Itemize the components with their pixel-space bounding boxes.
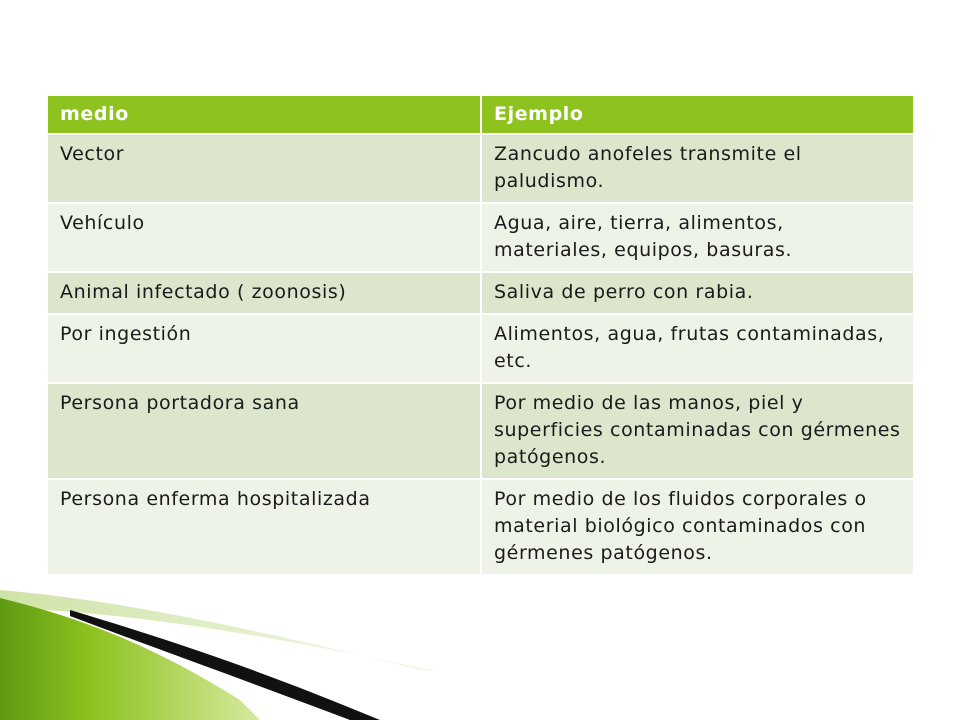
cell-medio: Por ingestión	[48, 314, 481, 383]
transmission-table	[48, 96, 913, 574]
table-row	[48, 479, 913, 574]
cell-medio: Persona enferma hospitalizada	[48, 479, 481, 574]
cell-medio: Persona portadora sana	[48, 383, 481, 479]
cell-ejemplo: Por medio de las manos, piel y superficies contaminadas con gérmenes patógenos.	[481, 383, 913, 479]
header-ejemplo: Ejemplo	[481, 96, 913, 134]
table-row	[48, 272, 913, 314]
table-row	[48, 203, 913, 272]
table-row	[48, 314, 913, 383]
cell-ejemplo: Agua, aire, tierra, alimentos, materiales, equipos, basuras.	[481, 203, 913, 272]
corner-swoosh-decoration	[0, 590, 960, 720]
cell-ejemplo: Por medio de los fluidos corporales o material biológico contaminados con gérmenes patógenos.	[481, 479, 913, 574]
header-medio: medio	[48, 96, 481, 134]
cell-medio: Vehículo	[48, 203, 481, 272]
cell-ejemplo: Alimentos, agua, frutas contaminadas, etc.	[481, 314, 913, 383]
cell-ejemplo: Saliva de perro con rabia.	[481, 272, 913, 314]
cell-medio: Vector	[48, 134, 481, 203]
table-row	[48, 383, 913, 479]
table-header-row	[48, 96, 913, 134]
cell-medio: Animal infectado ( zoonosis)	[48, 272, 481, 314]
cell-ejemplo: Zancudo anofeles transmite el paludismo.	[481, 134, 913, 203]
table-row	[48, 134, 913, 203]
